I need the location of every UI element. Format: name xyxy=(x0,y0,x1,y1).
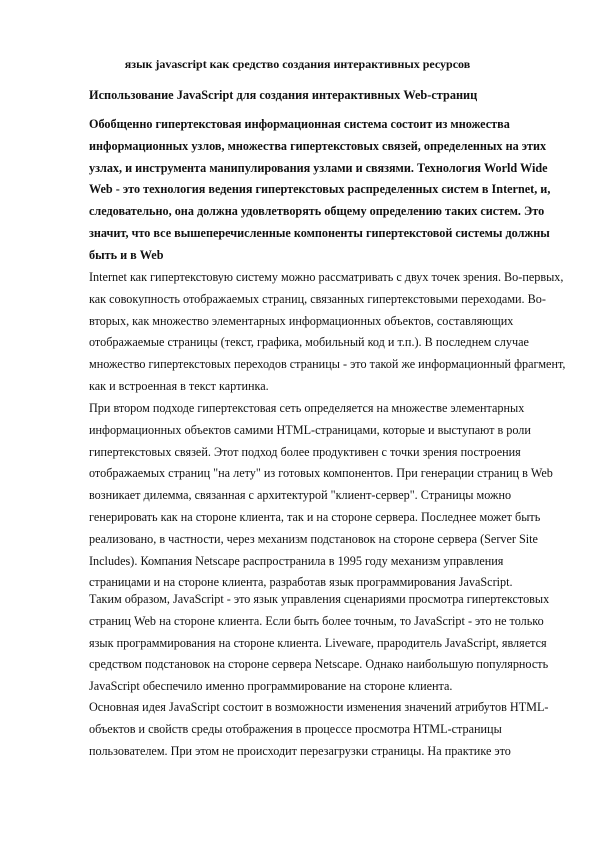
text-line: При втором подходе гипертекстовая сеть определяется на множестве элементарных xyxy=(89,401,525,415)
text-line: Таким образом, JavaScript - это язык управления сценариями просмотра гипертекстовых xyxy=(89,592,550,606)
paragraph-5 xyxy=(89,697,559,762)
text-line: отображаемые страницы (текст, графика, мобильный код и т.п.). В последнем случае xyxy=(89,335,529,350)
text-line: множество гипертекстовых переходов страницы - это такой же информационный фрагмент, xyxy=(89,357,566,372)
text-line: средством подстановок на стороне сервера Netscape. Однако наибольшую популярность xyxy=(89,657,549,672)
text-line: генерировать как на стороне клиента, так и на стороне сервера. Последнее может быть xyxy=(89,509,541,524)
text-line: значит, что все вышеперечисленные компоненты гипертекстовой системы должны xyxy=(89,225,550,240)
text-line: Includes). Компания Netscape распространила в 1995 году механизм управления xyxy=(89,553,504,568)
text-line: как совокупность отображаемых страниц, связанных гипертекстовыми переходами. Во- xyxy=(89,291,546,306)
document-subtitle: Использование JavaScript для создания интерактивных Web-страниц xyxy=(89,88,478,102)
paragraph-2 xyxy=(89,267,566,398)
text-line: объектов и свойств среды отображения в процессе просмотра HTML-страницы xyxy=(89,721,502,736)
text-line: JavaScript обеспечило именно программирование на стороне клиента. xyxy=(89,679,453,694)
text-line: быть и в Web xyxy=(89,247,164,262)
text-line: пользователем. При этом не происходит перезагрузки страницы. На практике это xyxy=(89,743,511,758)
text-line: информационных узлов, множества гипертекстовых связей, определенных на этих xyxy=(89,138,547,153)
text-line: как и встроенная в текст картинка. xyxy=(89,378,269,393)
text-line: отображаемых страниц "на лету" из готовых компонентов. При генерации страниц в Web xyxy=(89,466,553,481)
text-line: узлах, и инструмента манипулирования узлами и связями. Технология World Wide xyxy=(89,160,548,175)
text-line: гипертекстовых связей. Этот подход более продуктивен с точки зрения построения xyxy=(89,444,521,459)
text-line: вторых, как множество элементарных информационных объектов, составляющих xyxy=(89,313,514,328)
text-line: информационных объектов самими HTML-страницами, которые и выступают в роли xyxy=(89,422,531,437)
text-line: Основная идея JavaScript состоит в возможности изменения значений атрибутов HTML- xyxy=(89,700,549,714)
paragraph-1 xyxy=(89,114,559,267)
paragraph-4 xyxy=(89,589,559,698)
text-line: следовательно, она должна удовлетворять общему определению таких систем. Это xyxy=(89,204,545,219)
text-line: Internet как гипертекстовую систему можно рассматривать с двух точек зрения. Во-первых, xyxy=(89,270,564,284)
text-line: страниц Web на стороне клиента. Если быть более точным, то JavaScript - это не только xyxy=(89,613,544,628)
text-line: Обобщенно гипертекстовая информационная система состоит из множества xyxy=(89,117,510,131)
text-line: страницами и на стороне клиента, разработав язык программирования JavaScript. xyxy=(89,575,513,590)
text-line: возникает дилемма, связанная с архитектурой "клиент-сервер". Страницы можно xyxy=(89,488,512,503)
document-title: язык javascript как средство создания интерактивных ресурсов xyxy=(124,57,471,71)
text-line: Web - это технология ведения гипертекстовых распределенных систем в Internet, и, xyxy=(89,182,551,197)
text-line: реализовано, в частности, через механизм подстановок на стороне сервера (Server Site xyxy=(89,531,538,546)
text-line: язык программирования на стороне клиента. Liveware, прародитель JavaScript, является xyxy=(89,635,547,650)
paragraph-3 xyxy=(89,398,559,594)
